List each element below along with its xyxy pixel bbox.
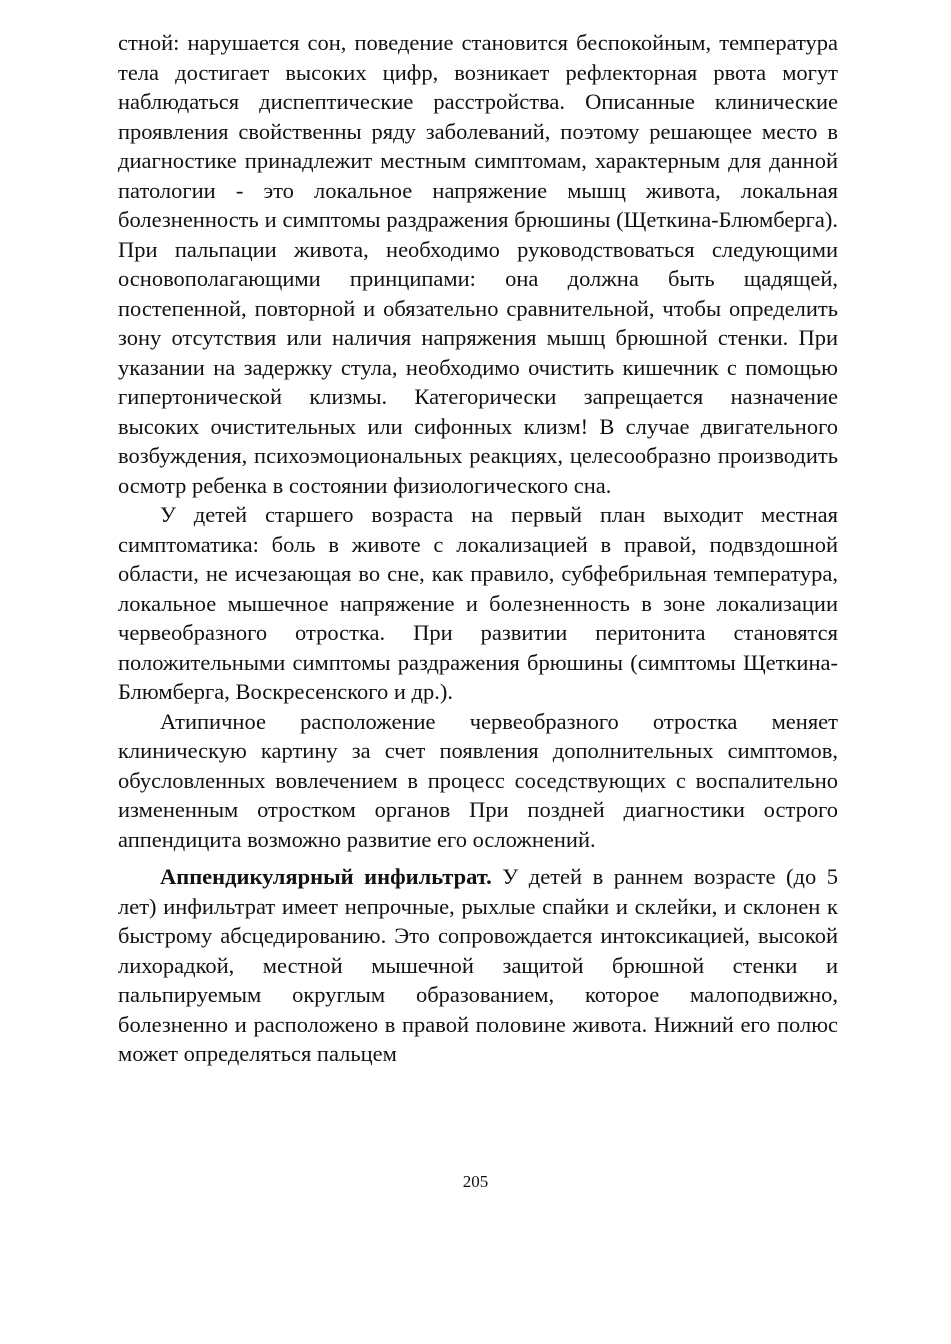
paragraph-appendicular-infiltrate bbox=[118, 862, 838, 1069]
page-number: 205 bbox=[462, 1172, 489, 1191]
page-body bbox=[118, 28, 838, 1069]
paragraph-text: Атипичное расположение червеобразного отростка меняет клиническую картину за счет появления дополнительных симптомов, обусловленных вовлечением в процесс соседствующих с воспалительно измененным отростком органов При поздней диагностики острого аппендицита возможно развитие его осложнений. bbox=[118, 708, 838, 852]
paragraph-continuation bbox=[118, 28, 838, 500]
paragraph-text: У детей в раннем возрасте (до 5 лет) инфильтрат имеет непрочные, рыхлые спайки и склейки, и склонен к быстрому абсцедированию. Это сопровождается интоксикацией, высокой лихорадкой, местной мышечной защитой брюшной стенки и пальпируемым округлым образованием, которое малоподвижно, болезненно и расположено в правой половине живота. Нижний его полюс может определяться пальцем bbox=[118, 864, 838, 1066]
section-heading: Аппендикулярный инфильтрат. bbox=[160, 864, 492, 889]
paragraph-older-children bbox=[118, 500, 838, 707]
paragraph-text: стной: нарушается сон, поведение становится беспокойным, температура тела достигает высоких цифр, возникает рефлекторная рвота могут наблюдаться диспептические расстройства. Описанные клинические проявления свойственны ряду заболеваний, поэтому решающее место в диагностике принадлежит местным симптомам, характерным для данной патологии - это локальное напряжение мышц живота, локальная болезненность и симптомы раздражения брюшины (Щеткина-Блюмберга). При пальпации живота, необходимо руководствоваться следующими основополагающими принципами: она должна быть щадящей, постепенной, повторной и обязательно сравнительной, чтобы определить зону отсутствия или наличия напряжения мышц брюшной стенки. При указании на задержку стула, необходимо очистить кишечник с помощью гипертонической клизмы. Категорически запрещается назначение высоких очистительных или сифонных клизм! В случае двигательного возбуждения, психоэмоциональных реакциях, целесообразно производить осмотр ребенка в состоянии физиологического сна. bbox=[118, 30, 838, 498]
paragraph-text: У детей старшего возраста на первый план выходит местная симптоматика: боль в животе с локализацией в правой, подвздошной области, не исчезающая во сне, как правило, субфебрильная температура, локальное мышечное напряжение и болезненность в зоне локализации червеобразного отростка. При развитии перитонита становятся положительными симптомы раздражения брюшины (симптомы Щеткина-Блюмберга, Воскресенского и др.). bbox=[118, 502, 838, 704]
paragraph-atypical-location bbox=[118, 707, 838, 855]
